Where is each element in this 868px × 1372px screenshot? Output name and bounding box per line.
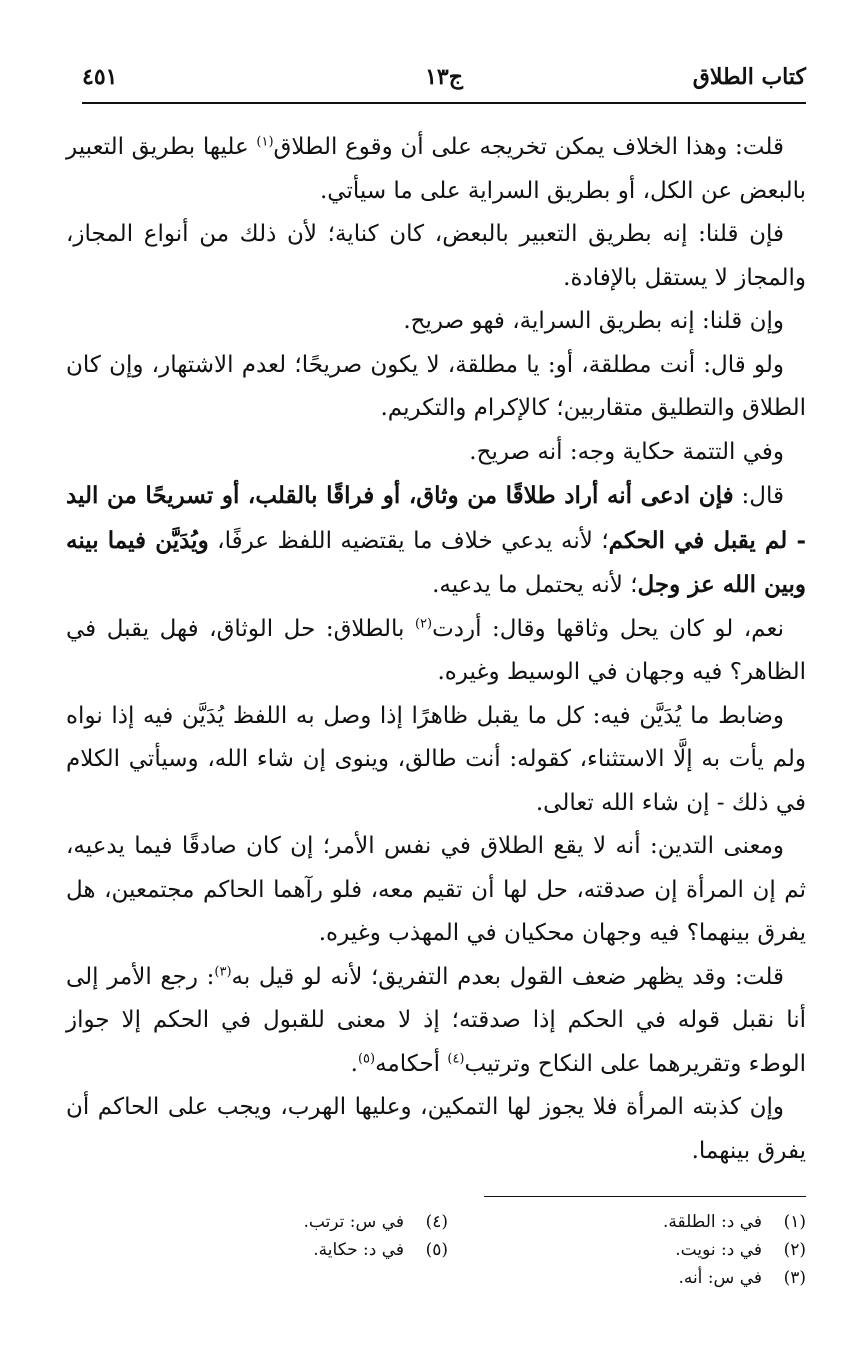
book-title: كتاب الطلاق <box>692 64 806 90</box>
footnote-number: (٣) <box>783 1268 806 1288</box>
text-segment: بالطلاق: حل الوثاق، فهل يقبل في الظاهر؟ فيه وجهان في الوسيط وغيره. <box>66 615 806 685</box>
footnotes-left-column <box>188 1208 448 1264</box>
paragraph <box>66 213 806 300</box>
footnote-text: في س: ترتب. <box>303 1212 404 1232</box>
footnote-item <box>188 1236 448 1264</box>
footnote-ref: (٣) <box>214 963 232 979</box>
text-segment: ؛ لأنه يحتمل ما يدعيه. <box>432 572 638 598</box>
page-number: ٤٥١ <box>82 64 118 90</box>
footnote-text: في د: الطلقة. <box>663 1212 762 1232</box>
text-segment: نعم، لو كان يحل وثاقها وقال: أردت <box>432 615 784 642</box>
text-segment: ومعنى التدين: أنه لا يقع الطلاق في نفس الأمر؛ إن كان صادقًا فيما يدعيه، ثم إن المرأة إن صدقته، حل لها أن تقيم معه، فلو رآهما الحاكم مجتمعين، هل يفرق بينهما؟ فيه وجهان محكيان في المهذب وغيره. <box>66 833 806 946</box>
volume-label: ج١٣ <box>425 64 463 90</box>
paragraph <box>66 695 806 826</box>
text-segment: وضابط ما يُدَيَّن فيه: كل ما يقبل ظاهرًا إذا وصل به اللفظ يُدَيَّن فيه إذا نواه ولم يأت به إلَّا الاستثناء، كقوله: أنت طالق، وينوى إن شاء الله، وسيأتي الكلام في ذلك - إن شاء الله تعالى. <box>66 702 806 816</box>
text-segment: . <box>350 1050 358 1077</box>
footnote-number: (٢) <box>783 1240 806 1260</box>
footnote-ref: (٢) <box>414 615 433 631</box>
footnote-text: في د: نويت. <box>675 1240 762 1260</box>
body-text <box>66 126 806 1173</box>
text-segment: قلت: وهذا الخلاف يمكن تخريجه على أن وقوع الطلاق <box>273 134 784 160</box>
footnote-number: (٥) <box>425 1240 448 1260</box>
footnote-number: (١) <box>783 1212 806 1232</box>
paragraph <box>66 431 806 475</box>
text-segment: أحكامه <box>375 1050 448 1077</box>
footnote-separator <box>484 1196 806 1197</box>
footnote-item <box>476 1264 806 1292</box>
footnote-ref: (٤) <box>447 1050 465 1066</box>
text-segment: وفي التتمة حكاية وجه: أنه صريح. <box>469 438 784 465</box>
paragraph <box>66 300 806 344</box>
paragraph <box>66 344 806 431</box>
paragraph <box>66 474 806 608</box>
bold-text-segment: فإن ادعى أنه أراد طلاقًا من وثاق، أو فراقًا بالقلب، أو تسريحًا من اليد - لم يقبل في الحكم <box>66 482 806 554</box>
footnotes-right-column <box>476 1208 806 1292</box>
text-segment: وإن قلنا: إنه بطريق السراية، فهو صريح. <box>403 308 784 334</box>
text-segment: قال: <box>733 483 784 509</box>
paragraph <box>66 825 806 956</box>
text-segment: فإن قلنا: إنه بطريق التعبير بالبعض، كان كناية؛ لأن ذلك من أنواع المجاز، والمجاز لا يستقل بالإفادة. <box>66 221 806 291</box>
paragraph <box>66 126 806 213</box>
footnote-item <box>188 1208 448 1236</box>
footnote-number: (٤) <box>425 1212 448 1232</box>
footnote-ref: (٥) <box>357 1050 376 1066</box>
footnote-item <box>476 1208 806 1236</box>
text-segment: : رجع الأمر إلى أنا نقبل قوله في الحكم إذا صدقته؛ إذ لا معنى للقبول في الحكم إلا جواز الوطء وتقريرهما على النكاح وترتيب <box>66 963 806 1077</box>
running-header <box>82 58 806 104</box>
footnote-ref: (١) <box>256 134 274 150</box>
text-segment: قلت: وقد يظهر ضعف القول بعدم التفريق؛ لأنه لو قيل به <box>231 963 784 990</box>
paragraph <box>66 1086 806 1173</box>
footnote-text: في د: حكاية. <box>313 1240 404 1260</box>
paragraph <box>66 956 806 1087</box>
text-segment: ؛ لأنه يدعي خلاف ما يقتضيه اللفظ عرفًا، <box>208 527 609 554</box>
footnote-item <box>476 1236 806 1264</box>
text-segment: وإن كذبته المرأة فلا يجوز لها التمكين، وعليها الهرب، ويجب على الحاكم أن يفرق بينهما. <box>66 1094 806 1164</box>
bold-text-segment: ويُدَيَّن فيما بينه وبين الله عز وجل <box>66 526 806 598</box>
paragraph <box>66 608 806 695</box>
text-segment: ولو قال: أنت مطلقة، أو: يا مطلقة، لا يكون صريحًا؛ لعدم الاشتهار، وإن كان الطلاق والتطليق متقاربين؛ كالإكرام والتكريم. <box>66 351 806 421</box>
text-segment: عليها بطريق التعبير بالبعض عن الكل، أو بطريق السراية على ما سيأتي. <box>66 134 806 204</box>
footnote-text: في س: أنه. <box>678 1268 762 1288</box>
